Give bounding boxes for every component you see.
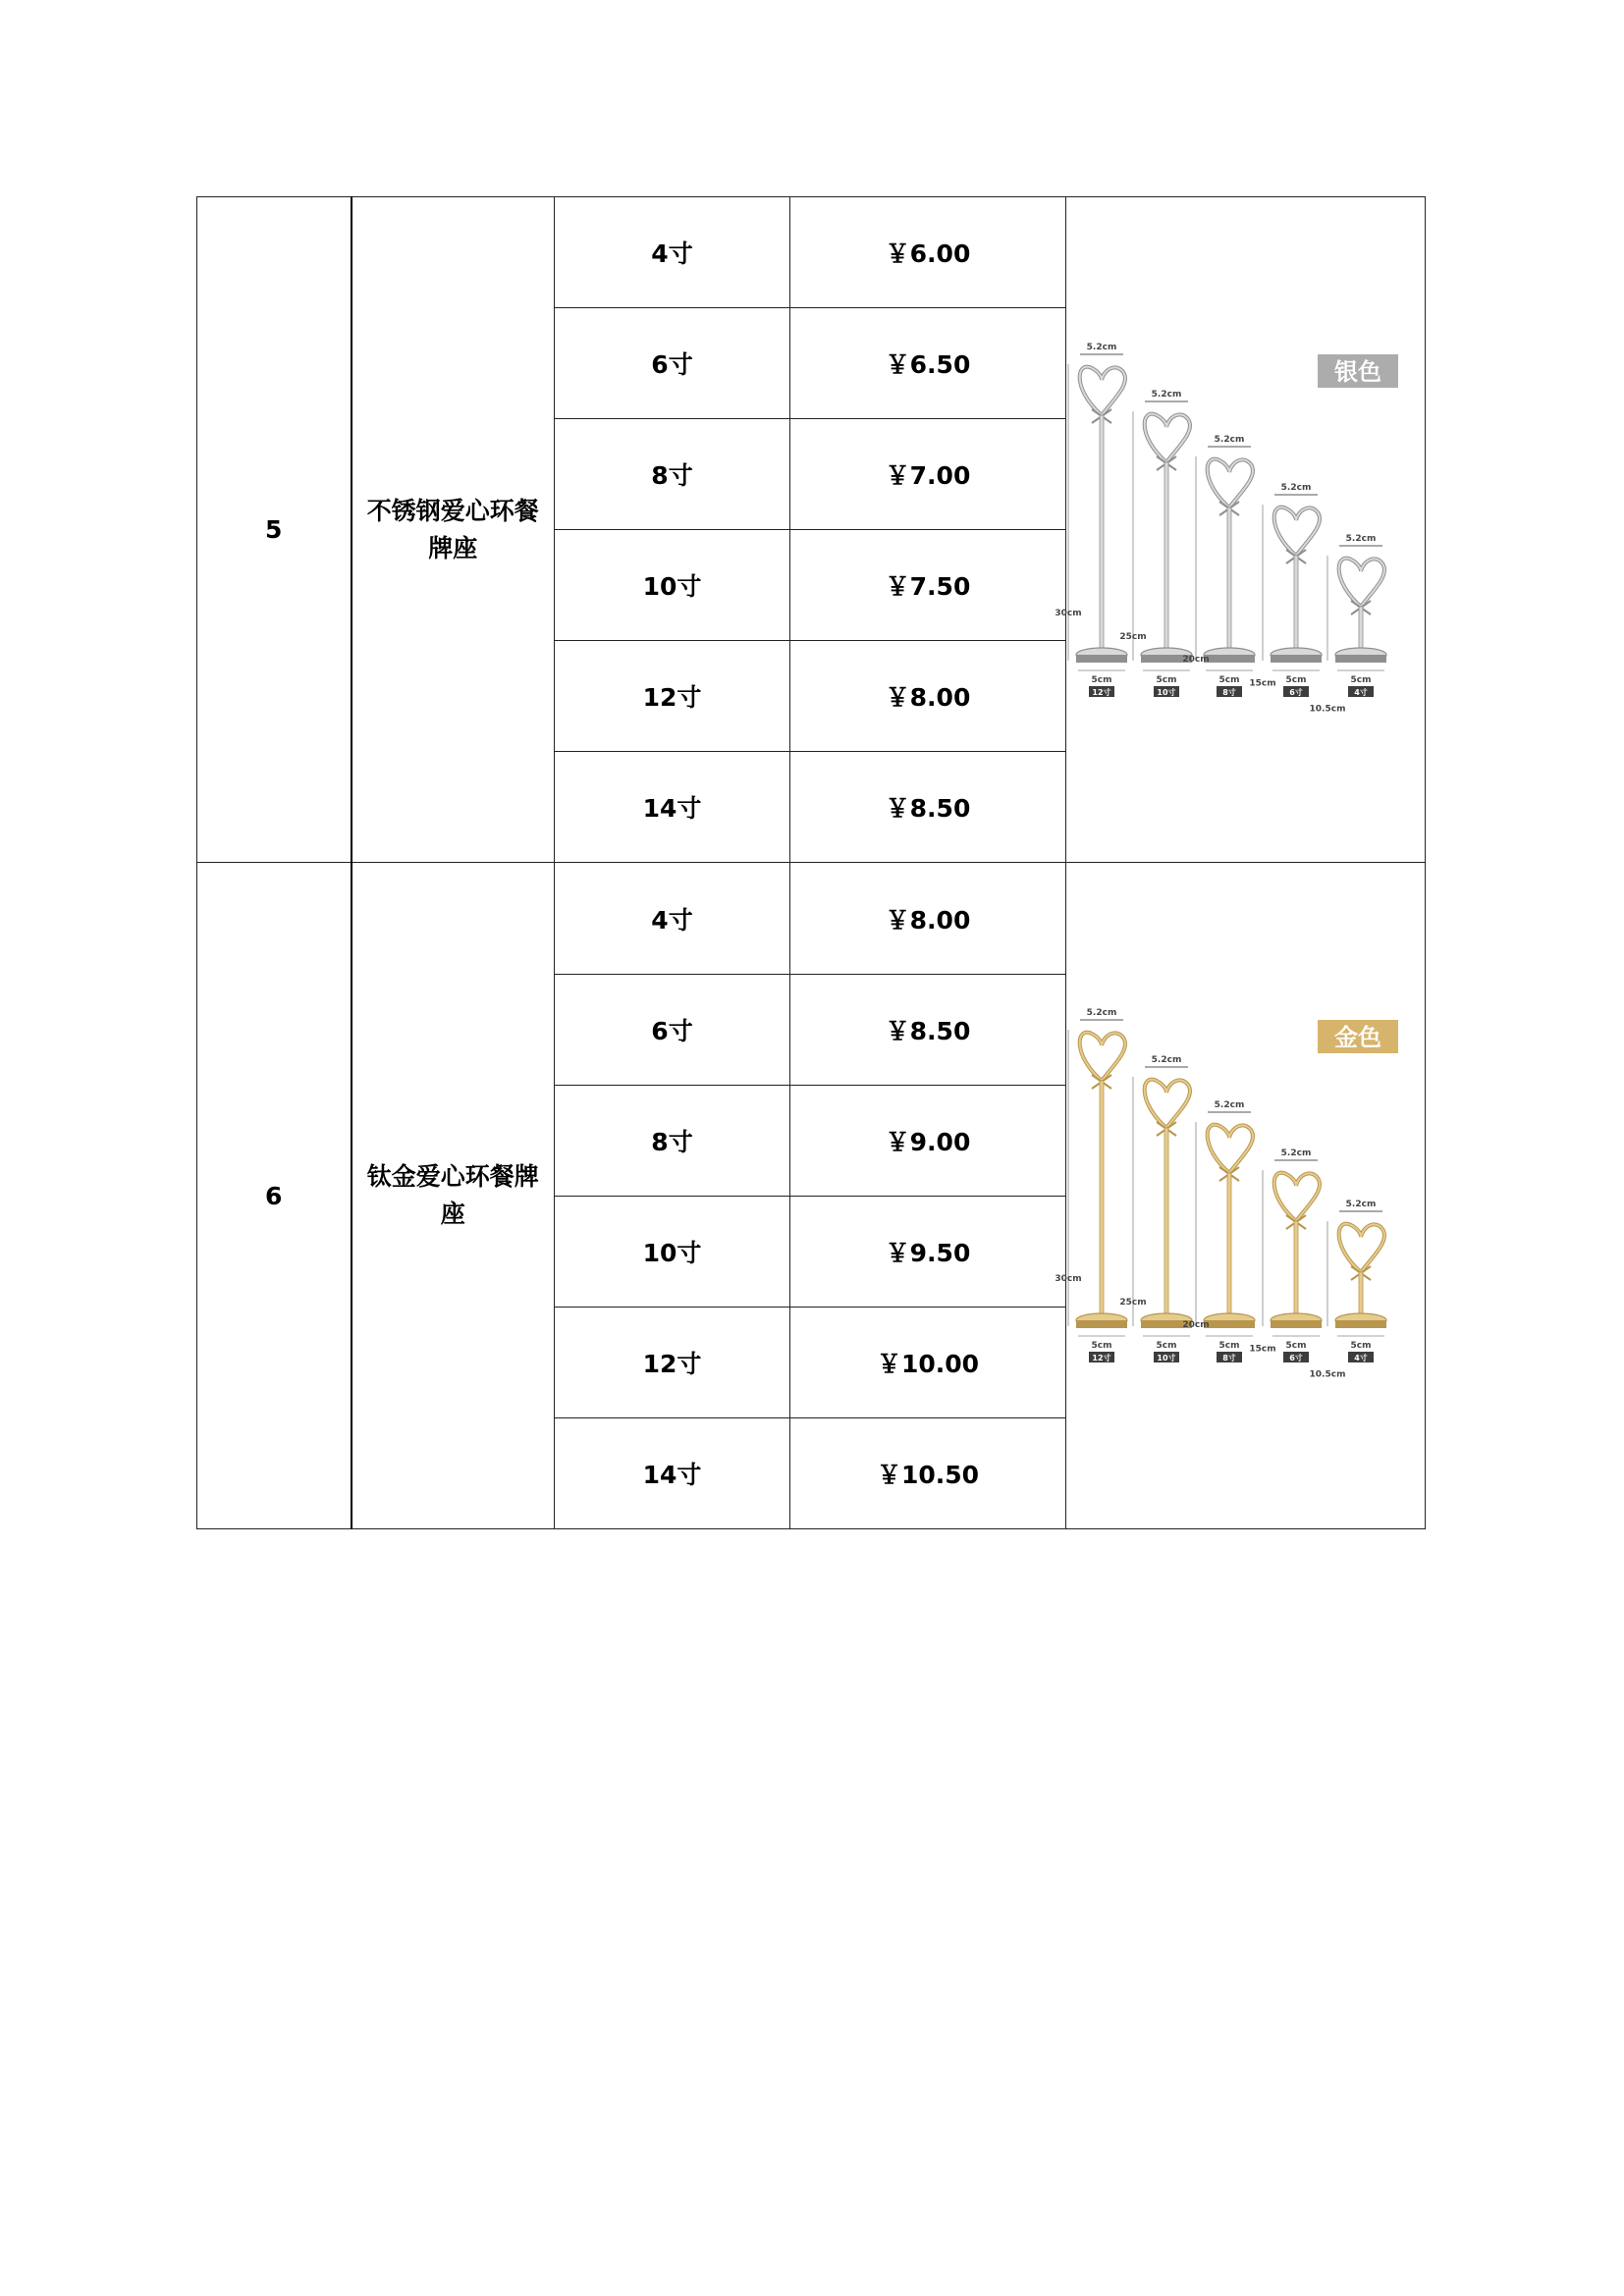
svg-text:10.5cm: 10.5cm bbox=[1309, 1369, 1346, 1380]
price-cell: ￥8.00 bbox=[790, 641, 1066, 752]
svg-text:5.2cm: 5.2cm bbox=[1280, 1148, 1312, 1159]
svg-text:20cm: 20cm bbox=[1182, 655, 1210, 665]
heart-holder bbox=[1119, 390, 1192, 697]
size-cell: 8寸 bbox=[555, 1085, 790, 1196]
svg-text:10寸: 10寸 bbox=[1157, 1354, 1176, 1363]
svg-text:5.2cm: 5.2cm bbox=[1345, 1200, 1377, 1210]
svg-text:5cm: 5cm bbox=[1218, 1341, 1240, 1352]
svg-text:5.2cm: 5.2cm bbox=[1214, 435, 1245, 445]
product-image-cell bbox=[1055, 863, 1426, 1529]
svg-text:5.2cm: 5.2cm bbox=[1086, 343, 1117, 352]
product-image bbox=[1055, 197, 1420, 861]
size-cell: 8寸 bbox=[555, 419, 790, 530]
svg-text:15cm: 15cm bbox=[1249, 678, 1276, 689]
size-cell: 4寸 bbox=[555, 863, 790, 974]
svg-text:8寸: 8寸 bbox=[1222, 1354, 1236, 1363]
svg-text:15cm: 15cm bbox=[1249, 1344, 1276, 1355]
price-cell: ￥7.00 bbox=[790, 419, 1066, 530]
svg-text:4寸: 4寸 bbox=[1354, 688, 1368, 697]
color-tag bbox=[1318, 1020, 1398, 1053]
price-cell: ￥6.50 bbox=[790, 308, 1066, 419]
svg-text:5.2cm: 5.2cm bbox=[1345, 534, 1377, 544]
svg-text:8寸: 8寸 bbox=[1222, 688, 1236, 697]
item-number: 6 bbox=[197, 863, 352, 1529]
size-cell: 12寸 bbox=[555, 1307, 790, 1417]
size-cell: 6寸 bbox=[555, 308, 790, 419]
svg-text:30cm: 30cm bbox=[1055, 1274, 1082, 1285]
svg-text:5cm: 5cm bbox=[1156, 1341, 1177, 1352]
svg-text:5cm: 5cm bbox=[1156, 675, 1177, 685]
price-cell: ￥8.50 bbox=[790, 974, 1066, 1085]
product-image bbox=[1055, 863, 1420, 1526]
heart-holder bbox=[1119, 1055, 1192, 1362]
svg-text:5.2cm: 5.2cm bbox=[1214, 1100, 1245, 1111]
svg-text:银色: 银色 bbox=[1334, 358, 1381, 386]
size-cell: 6寸 bbox=[555, 974, 790, 1085]
product-name-cell bbox=[352, 197, 555, 863]
size-cell: 10寸 bbox=[555, 530, 790, 641]
svg-text:5cm: 5cm bbox=[1350, 675, 1372, 685]
svg-text:5cm: 5cm bbox=[1091, 675, 1112, 685]
svg-text:10.5cm: 10.5cm bbox=[1309, 704, 1346, 715]
table-row bbox=[197, 197, 1426, 308]
svg-text:4寸: 4寸 bbox=[1354, 1354, 1368, 1363]
heart-holder bbox=[1182, 1100, 1255, 1362]
svg-text:5.2cm: 5.2cm bbox=[1086, 1008, 1117, 1019]
table-row bbox=[197, 863, 1426, 974]
svg-text:25cm: 25cm bbox=[1119, 632, 1147, 642]
price-cell: ￥9.50 bbox=[790, 1196, 1066, 1307]
heart-holder bbox=[1249, 483, 1322, 697]
heart-holder bbox=[1310, 1200, 1386, 1380]
svg-text:12寸: 12寸 bbox=[1092, 688, 1111, 697]
item-number: 5 bbox=[197, 197, 352, 863]
svg-text:金色: 金色 bbox=[1334, 1024, 1381, 1052]
size-cell: 14寸 bbox=[555, 1417, 790, 1528]
svg-text:5.2cm: 5.2cm bbox=[1280, 483, 1312, 493]
svg-text:5cm: 5cm bbox=[1350, 1341, 1372, 1352]
svg-text:20cm: 20cm bbox=[1182, 1320, 1210, 1331]
product-name: 不锈钢爱心环餐牌座 bbox=[366, 496, 539, 562]
color-tag bbox=[1318, 354, 1398, 388]
svg-text:5cm: 5cm bbox=[1218, 675, 1240, 685]
svg-text:12寸: 12寸 bbox=[1092, 1354, 1111, 1363]
svg-text:30cm: 30cm bbox=[1055, 609, 1082, 618]
size-cell: 14寸 bbox=[555, 752, 790, 863]
price-cell: ￥10.00 bbox=[790, 1307, 1066, 1417]
product-name: 钛金爱心环餐牌座 bbox=[366, 1162, 539, 1229]
size-cell: 12寸 bbox=[555, 641, 790, 752]
product-image-cell bbox=[1055, 197, 1426, 863]
size-cell: 10寸 bbox=[555, 1196, 790, 1307]
price-cell: ￥8.00 bbox=[790, 863, 1066, 974]
heart-holder bbox=[1055, 343, 1127, 697]
svg-text:10寸: 10寸 bbox=[1157, 688, 1176, 697]
heart-holder bbox=[1310, 534, 1386, 715]
svg-text:5.2cm: 5.2cm bbox=[1151, 390, 1182, 400]
size-cell: 4寸 bbox=[555, 197, 790, 308]
svg-text:6寸: 6寸 bbox=[1289, 688, 1303, 697]
svg-text:5.2cm: 5.2cm bbox=[1151, 1055, 1182, 1066]
svg-text:6寸: 6寸 bbox=[1289, 1354, 1303, 1363]
heart-holder bbox=[1182, 435, 1255, 697]
heart-holder bbox=[1055, 1008, 1127, 1362]
price-cell: ￥7.50 bbox=[790, 530, 1066, 641]
product-name-cell bbox=[352, 863, 555, 1529]
svg-text:5cm: 5cm bbox=[1285, 675, 1307, 685]
price-cell: ￥9.00 bbox=[790, 1085, 1066, 1196]
svg-text:25cm: 25cm bbox=[1119, 1298, 1147, 1308]
heart-holder bbox=[1249, 1148, 1322, 1362]
price-cell: ￥8.50 bbox=[790, 752, 1066, 863]
price-cell: ￥10.50 bbox=[790, 1417, 1066, 1528]
svg-text:5cm: 5cm bbox=[1285, 1341, 1307, 1352]
svg-text:5cm: 5cm bbox=[1091, 1341, 1112, 1352]
price-cell: ￥6.00 bbox=[790, 197, 1066, 308]
price-table bbox=[196, 196, 1426, 1529]
